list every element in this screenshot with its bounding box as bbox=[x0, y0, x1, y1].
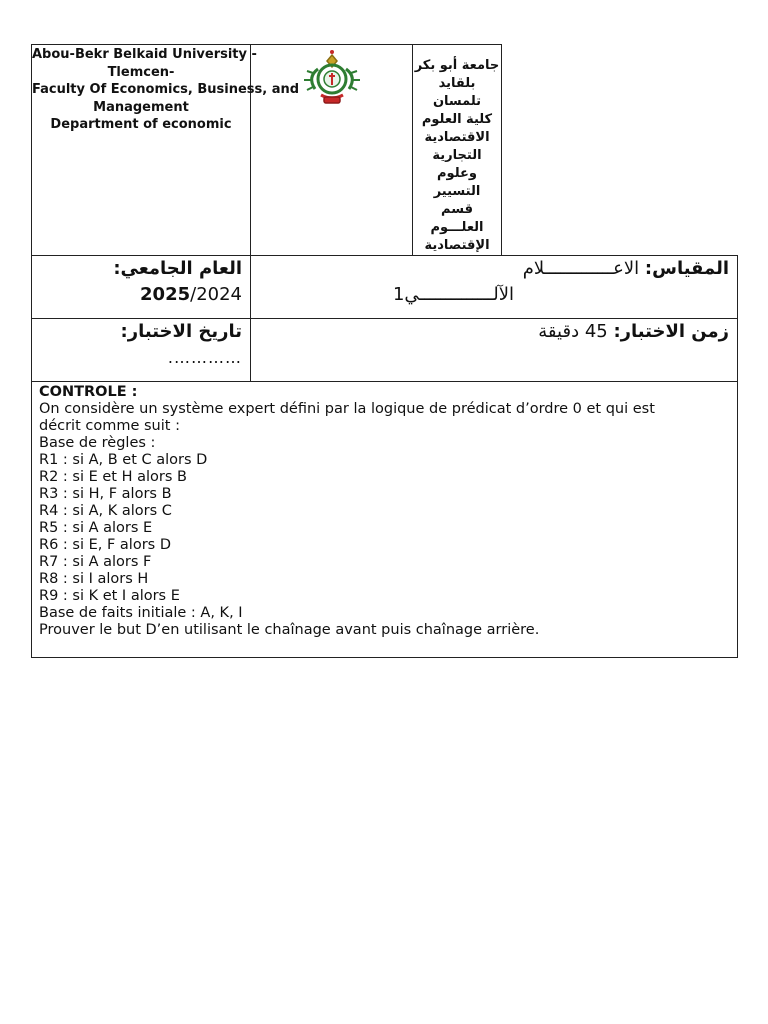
logo-area bbox=[251, 45, 502, 256]
academic-year-rest: /2024 bbox=[190, 284, 242, 305]
rule-line: R9 : si K et I alors E bbox=[39, 588, 180, 604]
exam-sheet bbox=[31, 44, 737, 658]
module-row bbox=[32, 256, 738, 319]
exam-date-cell bbox=[32, 319, 251, 382]
exam-title: CONTROLE : bbox=[39, 384, 138, 400]
header-line-en: Abou-Bekr Belkaid University - bbox=[32, 47, 257, 62]
exam-date-value: …………. bbox=[167, 348, 242, 367]
rule-line: R5 : si A alors E bbox=[39, 520, 153, 536]
header-line-en: Department of economic bbox=[50, 117, 232, 132]
rule-line: R7 : si A alors F bbox=[39, 554, 152, 570]
exam-table bbox=[31, 44, 738, 658]
university-name-ar bbox=[413, 45, 502, 255]
module-label: المقياس: bbox=[644, 258, 729, 279]
exam-duration-cell bbox=[251, 319, 738, 382]
module-name-line1: الاعـــــــــــــلام bbox=[522, 258, 640, 279]
exam-content bbox=[32, 382, 738, 658]
academic-year-bold: 2025 bbox=[140, 284, 191, 305]
logo-cell bbox=[251, 45, 413, 255]
university-crest-icon bbox=[301, 47, 363, 111]
rule-line: R1 : si A, B et C alors D bbox=[39, 452, 208, 468]
header-line-ar: قسم العلـــوم الإقتصادية bbox=[424, 202, 490, 253]
header-line-en: Faculty Of Economics, Business, and bbox=[32, 82, 300, 97]
header-line-ar: جامعة أبو بكر بلقايد تلمسان bbox=[414, 58, 500, 109]
rule-line: R6 : si E, F alors D bbox=[39, 537, 172, 553]
module-cell bbox=[251, 256, 738, 319]
header-row bbox=[32, 45, 738, 256]
content-line: Base de règles : bbox=[39, 435, 156, 451]
date-row bbox=[32, 319, 738, 382]
content-line: Base de faits initiale : A, K, I bbox=[39, 605, 243, 621]
header-line-en: Tlemcen- bbox=[107, 64, 175, 80]
header-line-en: Management bbox=[93, 99, 189, 115]
rule-line: R8 : si I alors H bbox=[39, 571, 149, 587]
content-line: On considère un système expert défini par la logique de prédicat d’ordre 0 et qui est bbox=[39, 401, 655, 417]
content-line: décrit comme suit : bbox=[39, 418, 180, 434]
header-line-ar: وعلوم التسيير bbox=[433, 166, 481, 199]
module-name-line2: الآلــــــــــــــي1 bbox=[392, 284, 514, 305]
rule-line: R3 : si H, F alors B bbox=[39, 486, 172, 502]
exam-date-label: تاريخ الاختبار: bbox=[120, 321, 242, 342]
rule-line: R2 : si E et H alors B bbox=[39, 469, 187, 485]
exam-duration-value: 45 دقيقة bbox=[538, 321, 608, 342]
exam-duration-label: زمن الاختبار: bbox=[613, 321, 729, 342]
header-line-ar: كلية العلوم الاقتصادية التجارية bbox=[421, 112, 493, 163]
content-line: Prouver le but D’en utilisant le chaînage avant puis chaînage arrière. bbox=[39, 622, 540, 638]
academic-year-label: العام الجامعي: bbox=[113, 258, 242, 279]
academic-year-cell bbox=[32, 256, 251, 319]
university-name-en bbox=[32, 45, 300, 256]
rule-line: R4 : si A, K alors C bbox=[39, 503, 172, 519]
content-row bbox=[32, 382, 738, 658]
